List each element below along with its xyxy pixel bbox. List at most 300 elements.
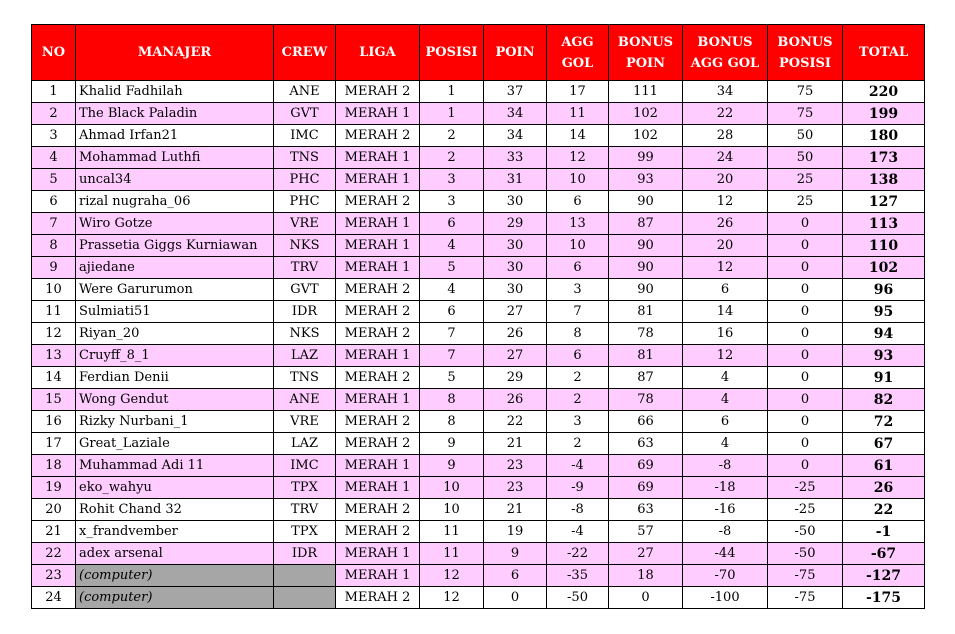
table-row xyxy=(32,169,925,191)
cell-liga: MERAH 2 xyxy=(336,521,420,543)
cell-agg-gol: -8 xyxy=(547,499,609,521)
cell-total: 91 xyxy=(843,367,925,389)
cell-bonus-poin: 102 xyxy=(609,103,683,125)
cell-total: 95 xyxy=(843,301,925,323)
header-row xyxy=(32,25,925,81)
cell-bonus-posisi: 0 xyxy=(768,367,843,389)
cell-no: 4 xyxy=(32,147,76,169)
cell-posisi: 6 xyxy=(420,213,484,235)
cell-bonus-posisi: 0 xyxy=(768,235,843,257)
cell-posisi: 1 xyxy=(420,81,484,103)
cell-poin: 21 xyxy=(484,433,547,455)
table-row xyxy=(32,345,925,367)
cell-crew: ANE xyxy=(274,389,336,411)
cell-liga: MERAH 2 xyxy=(336,191,420,213)
column-header-line: AGG GOL xyxy=(690,55,760,71)
cell-no: 1 xyxy=(32,81,76,103)
cell-manajer: x_frandvember xyxy=(76,521,274,543)
cell-bonus-agg-gol: 16 xyxy=(683,323,768,345)
cell-bonus-agg-gol: 12 xyxy=(683,257,768,279)
column-header-liga xyxy=(336,25,420,81)
table-row xyxy=(32,433,925,455)
cell-liga: MERAH 2 xyxy=(336,125,420,147)
table-row xyxy=(32,235,925,257)
cell-posisi: 10 xyxy=(420,499,484,521)
cell-bonus-posisi: 0 xyxy=(768,389,843,411)
cell-posisi: 10 xyxy=(420,477,484,499)
cell-agg-gol: 6 xyxy=(547,191,609,213)
column-header-line: MANAJER xyxy=(137,45,212,60)
cell-bonus-posisi: 0 xyxy=(768,433,843,455)
column-header-manajer xyxy=(76,25,274,81)
cell-posisi: 7 xyxy=(420,345,484,367)
cell-manajer: ajiedane xyxy=(76,257,274,279)
cell-poin: 30 xyxy=(484,191,547,213)
cell-no: 24 xyxy=(32,587,76,609)
cell-bonus-posisi: 25 xyxy=(768,191,843,213)
cell-total: 72 xyxy=(843,411,925,433)
cell-agg-gol: 2 xyxy=(547,367,609,389)
table-row xyxy=(32,257,925,279)
cell-bonus-agg-gol: 12 xyxy=(683,345,768,367)
cell-no: 8 xyxy=(32,235,76,257)
cell-posisi: 11 xyxy=(420,521,484,543)
cell-bonus-poin: 27 xyxy=(609,543,683,565)
column-header-crew xyxy=(274,25,336,81)
cell-bonus-posisi: 50 xyxy=(768,125,843,147)
cell-manajer: Wiro Gotze xyxy=(76,213,274,235)
cell-bonus-poin: 78 xyxy=(609,323,683,345)
cell-bonus-poin: 87 xyxy=(609,367,683,389)
cell-bonus-posisi: 0 xyxy=(768,257,843,279)
column-header-line: TOTAL xyxy=(858,45,909,60)
cell-bonus-poin: 90 xyxy=(609,191,683,213)
cell-manajer: Great_Laziale xyxy=(76,433,274,455)
table-row xyxy=(32,125,925,147)
cell-total: 113 xyxy=(843,213,925,235)
cell-total: 173 xyxy=(843,147,925,169)
cell-no: 6 xyxy=(32,191,76,213)
cell-no: 10 xyxy=(32,279,76,301)
cell-crew xyxy=(274,565,336,587)
cell-manajer: uncal34 xyxy=(76,169,274,191)
cell-total: 67 xyxy=(843,433,925,455)
cell-bonus-poin: 90 xyxy=(609,235,683,257)
cell-agg-gol: 17 xyxy=(547,81,609,103)
cell-posisi: 12 xyxy=(420,565,484,587)
cell-agg-gol: 7 xyxy=(547,301,609,323)
cell-total: 102 xyxy=(843,257,925,279)
table-row xyxy=(32,279,925,301)
table-row xyxy=(32,411,925,433)
cell-poin: 30 xyxy=(484,279,547,301)
cell-bonus-agg-gol: 34 xyxy=(683,81,768,103)
cell-agg-gol: 6 xyxy=(547,257,609,279)
cell-total: 110 xyxy=(843,235,925,257)
column-header-line: CREW xyxy=(281,45,328,60)
cell-poin: 29 xyxy=(484,213,547,235)
cell-crew: ANE xyxy=(274,81,336,103)
cell-agg-gol: 2 xyxy=(547,433,609,455)
cell-poin: 34 xyxy=(484,103,547,125)
column-header-line: BONUS xyxy=(777,34,833,50)
cell-bonus-agg-gol: -100 xyxy=(683,587,768,609)
cell-total: 93 xyxy=(843,345,925,367)
column-header-line: POIN xyxy=(625,55,666,71)
cell-liga: MERAH 1 xyxy=(336,235,420,257)
cell-bonus-agg-gol: -16 xyxy=(683,499,768,521)
cell-liga: MERAH 1 xyxy=(336,389,420,411)
cell-total: 138 xyxy=(843,169,925,191)
column-header-line: AGG xyxy=(561,34,594,50)
table-row xyxy=(32,323,925,345)
cell-agg-gol: -4 xyxy=(547,455,609,477)
cell-no: 11 xyxy=(32,301,76,323)
cell-liga: MERAH 2 xyxy=(336,301,420,323)
cell-total: 220 xyxy=(843,81,925,103)
cell-no: 22 xyxy=(32,543,76,565)
cell-crew: PHC xyxy=(274,169,336,191)
cell-no: 18 xyxy=(32,455,76,477)
cell-crew: NKS xyxy=(274,235,336,257)
cell-manajer: Ferdian Denii xyxy=(76,367,274,389)
cell-total: 22 xyxy=(843,499,925,521)
cell-poin: 34 xyxy=(484,125,547,147)
cell-crew: PHC xyxy=(274,191,336,213)
cell-manajer: Khalid Fadhilah xyxy=(76,81,274,103)
cell-poin: 21 xyxy=(484,499,547,521)
standings-table xyxy=(31,24,925,609)
cell-manajer: adex arsenal xyxy=(76,543,274,565)
cell-bonus-poin: 102 xyxy=(609,125,683,147)
cell-bonus-posisi: 0 xyxy=(768,455,843,477)
cell-no: 7 xyxy=(32,213,76,235)
cell-bonus-posisi: -75 xyxy=(768,565,843,587)
cell-posisi: 7 xyxy=(420,323,484,345)
cell-bonus-agg-gol: -44 xyxy=(683,543,768,565)
column-header-line: POIN xyxy=(495,45,535,60)
cell-manajer: Riyan_20 xyxy=(76,323,274,345)
table-row xyxy=(32,455,925,477)
cell-bonus-poin: 69 xyxy=(609,455,683,477)
cell-bonus-posisi: -25 xyxy=(768,499,843,521)
cell-agg-gol: 8 xyxy=(547,323,609,345)
cell-poin: 26 xyxy=(484,323,547,345)
table-row xyxy=(32,213,925,235)
cell-no: 17 xyxy=(32,433,76,455)
cell-bonus-agg-gol: 20 xyxy=(683,169,768,191)
cell-liga: MERAH 1 xyxy=(336,103,420,125)
cell-crew: TPX xyxy=(274,521,336,543)
cell-no: 12 xyxy=(32,323,76,345)
cell-agg-gol: 2 xyxy=(547,389,609,411)
table-row xyxy=(32,389,925,411)
cell-bonus-posisi: 0 xyxy=(768,345,843,367)
cell-agg-gol: 3 xyxy=(547,411,609,433)
cell-no: 13 xyxy=(32,345,76,367)
cell-crew: IMC xyxy=(274,125,336,147)
cell-bonus-posisi: 75 xyxy=(768,81,843,103)
cell-agg-gol: 12 xyxy=(547,147,609,169)
table-row xyxy=(32,587,925,609)
cell-liga: MERAH 2 xyxy=(336,587,420,609)
column-header-line: NO xyxy=(41,45,66,60)
cell-bonus-poin: 93 xyxy=(609,169,683,191)
cell-bonus-posisi: -75 xyxy=(768,587,843,609)
cell-crew: TRV xyxy=(274,257,336,279)
table-row xyxy=(32,147,925,169)
cell-manajer: eko_wahyu xyxy=(76,477,274,499)
cell-posisi: 9 xyxy=(420,455,484,477)
cell-agg-gol: -9 xyxy=(547,477,609,499)
cell-poin: 30 xyxy=(484,235,547,257)
cell-total: 94 xyxy=(843,323,925,345)
cell-crew: LAZ xyxy=(274,345,336,367)
cell-bonus-agg-gol: 14 xyxy=(683,301,768,323)
cell-manajer: Wong Gendut xyxy=(76,389,274,411)
cell-posisi: 12 xyxy=(420,587,484,609)
cell-total: 26 xyxy=(843,477,925,499)
cell-total: 127 xyxy=(843,191,925,213)
cell-bonus-posisi: -50 xyxy=(768,521,843,543)
cell-posisi: 5 xyxy=(420,257,484,279)
cell-crew: NKS xyxy=(274,323,336,345)
cell-manajer: Mohammad Luthfi xyxy=(76,147,274,169)
cell-poin: 26 xyxy=(484,389,547,411)
cell-bonus-posisi: 50 xyxy=(768,147,843,169)
table-row xyxy=(32,477,925,499)
cell-posisi: 2 xyxy=(420,147,484,169)
table-row xyxy=(32,81,925,103)
cell-no: 3 xyxy=(32,125,76,147)
cell-bonus-posisi: 0 xyxy=(768,411,843,433)
cell-total: -67 xyxy=(843,543,925,565)
cell-bonus-posisi: 0 xyxy=(768,323,843,345)
cell-bonus-agg-gol: 26 xyxy=(683,213,768,235)
cell-manajer: Rohit Chand 32 xyxy=(76,499,274,521)
cell-poin: 27 xyxy=(484,345,547,367)
column-header-poin xyxy=(484,25,547,81)
cell-no: 15 xyxy=(32,389,76,411)
column-header-line: GOL xyxy=(561,55,594,71)
column-header-line: LIGA xyxy=(359,45,396,60)
cell-crew: IDR xyxy=(274,301,336,323)
cell-posisi: 9 xyxy=(420,433,484,455)
cell-agg-gol: -35 xyxy=(547,565,609,587)
cell-manajer: Rizky Nurbani_1 xyxy=(76,411,274,433)
cell-liga: MERAH 2 xyxy=(336,81,420,103)
column-header-line: POSISI xyxy=(425,45,478,60)
cell-no: 23 xyxy=(32,565,76,587)
cell-agg-gol: 10 xyxy=(547,169,609,191)
cell-agg-gol: -22 xyxy=(547,543,609,565)
table-body xyxy=(32,81,925,609)
cell-bonus-poin: 81 xyxy=(609,345,683,367)
cell-crew: TNS xyxy=(274,147,336,169)
cell-manajer: Were Garurumon xyxy=(76,279,274,301)
cell-no: 21 xyxy=(32,521,76,543)
cell-liga: MERAH 2 xyxy=(336,433,420,455)
column-header-line: POSISI xyxy=(778,55,832,71)
cell-manajer: Prassetia Giggs Kurniawan xyxy=(76,235,274,257)
cell-liga: MERAH 2 xyxy=(336,499,420,521)
cell-crew: TNS xyxy=(274,367,336,389)
cell-bonus-poin: 66 xyxy=(609,411,683,433)
cell-crew: VRE xyxy=(274,411,336,433)
cell-no: 20 xyxy=(32,499,76,521)
cell-manajer: The Black Paladin xyxy=(76,103,274,125)
cell-poin: 6 xyxy=(484,565,547,587)
cell-poin: 29 xyxy=(484,367,547,389)
cell-total: 82 xyxy=(843,389,925,411)
cell-bonus-poin: 87 xyxy=(609,213,683,235)
cell-crew: TRV xyxy=(274,499,336,521)
cell-bonus-poin: 81 xyxy=(609,301,683,323)
cell-total: 61 xyxy=(843,455,925,477)
table-header xyxy=(32,25,925,81)
cell-bonus-agg-gol: 4 xyxy=(683,367,768,389)
cell-liga: MERAH 1 xyxy=(336,257,420,279)
cell-poin: 33 xyxy=(484,147,547,169)
cell-bonus-poin: 18 xyxy=(609,565,683,587)
cell-posisi: 11 xyxy=(420,543,484,565)
cell-manajer: Muhammad Adi 11 xyxy=(76,455,274,477)
cell-liga: MERAH 1 xyxy=(336,147,420,169)
cell-total: -1 xyxy=(843,521,925,543)
cell-total: 199 xyxy=(843,103,925,125)
cell-agg-gol: -4 xyxy=(547,521,609,543)
column-header-agg-gol xyxy=(547,25,609,81)
cell-bonus-agg-gol: 4 xyxy=(683,433,768,455)
cell-bonus-agg-gol: 22 xyxy=(683,103,768,125)
cell-bonus-posisi: 0 xyxy=(768,279,843,301)
cell-posisi: 6 xyxy=(420,301,484,323)
cell-bonus-posisi: 75 xyxy=(768,103,843,125)
cell-bonus-agg-gol: 24 xyxy=(683,147,768,169)
table-row xyxy=(32,103,925,125)
cell-bonus-poin: 63 xyxy=(609,499,683,521)
table-row xyxy=(32,543,925,565)
cell-no: 5 xyxy=(32,169,76,191)
cell-no: 16 xyxy=(32,411,76,433)
table-row xyxy=(32,499,925,521)
column-header-bonus-poin xyxy=(609,25,683,81)
cell-posisi: 5 xyxy=(420,367,484,389)
cell-poin: 23 xyxy=(484,477,547,499)
cell-bonus-agg-gol: 4 xyxy=(683,389,768,411)
cell-manajer: (computer) xyxy=(76,587,274,609)
cell-poin: 19 xyxy=(484,521,547,543)
cell-bonus-poin: 90 xyxy=(609,279,683,301)
cell-manajer: Ahmad Irfan21 xyxy=(76,125,274,147)
cell-liga: MERAH 1 xyxy=(336,345,420,367)
cell-poin: 23 xyxy=(484,455,547,477)
cell-manajer: Sulmiati51 xyxy=(76,301,274,323)
cell-posisi: 8 xyxy=(420,411,484,433)
cell-liga: MERAH 2 xyxy=(336,367,420,389)
cell-poin: 22 xyxy=(484,411,547,433)
cell-poin: 30 xyxy=(484,257,547,279)
cell-bonus-poin: 111 xyxy=(609,81,683,103)
cell-poin: 9 xyxy=(484,543,547,565)
cell-agg-gol: 6 xyxy=(547,345,609,367)
cell-bonus-poin: 63 xyxy=(609,433,683,455)
table-row xyxy=(32,521,925,543)
cell-bonus-agg-gol: 6 xyxy=(683,411,768,433)
cell-bonus-poin: 0 xyxy=(609,587,683,609)
column-header-posisi xyxy=(420,25,484,81)
column-header-bonus-agg-gol xyxy=(683,25,768,81)
cell-liga: MERAH 1 xyxy=(336,565,420,587)
cell-liga: MERAH 2 xyxy=(336,279,420,301)
cell-poin: 31 xyxy=(484,169,547,191)
cell-posisi: 1 xyxy=(420,103,484,125)
cell-no: 2 xyxy=(32,103,76,125)
cell-posisi: 2 xyxy=(420,125,484,147)
cell-posisi: 4 xyxy=(420,279,484,301)
cell-liga: MERAH 1 xyxy=(336,477,420,499)
cell-poin: 27 xyxy=(484,301,547,323)
cell-bonus-posisi: 0 xyxy=(768,213,843,235)
cell-bonus-agg-gol: 12 xyxy=(683,191,768,213)
column-header-line: BONUS xyxy=(697,34,753,50)
cell-posisi: 4 xyxy=(420,235,484,257)
cell-agg-gol: 3 xyxy=(547,279,609,301)
cell-agg-gol: 14 xyxy=(547,125,609,147)
cell-crew: LAZ xyxy=(274,433,336,455)
cell-agg-gol: -50 xyxy=(547,587,609,609)
cell-bonus-agg-gol: -70 xyxy=(683,565,768,587)
cell-bonus-poin: 99 xyxy=(609,147,683,169)
cell-liga: MERAH 1 xyxy=(336,213,420,235)
table-row xyxy=(32,367,925,389)
cell-liga: MERAH 2 xyxy=(336,323,420,345)
cell-manajer: Cruyff_8_1 xyxy=(76,345,274,367)
table-row xyxy=(32,191,925,213)
cell-bonus-agg-gol: -18 xyxy=(683,477,768,499)
table-row xyxy=(32,565,925,587)
cell-crew: TPX xyxy=(274,477,336,499)
cell-bonus-agg-gol: 28 xyxy=(683,125,768,147)
cell-crew: IDR xyxy=(274,543,336,565)
column-header-total xyxy=(843,25,925,81)
cell-bonus-poin: 69 xyxy=(609,477,683,499)
cell-manajer: (computer) xyxy=(76,565,274,587)
cell-bonus-agg-gol: -8 xyxy=(683,521,768,543)
cell-liga: MERAH 2 xyxy=(336,411,420,433)
cell-bonus-posisi: -50 xyxy=(768,543,843,565)
cell-no: 9 xyxy=(32,257,76,279)
cell-bonus-agg-gol: 20 xyxy=(683,235,768,257)
cell-poin: 37 xyxy=(484,81,547,103)
cell-total: -175 xyxy=(843,587,925,609)
cell-crew: GVT xyxy=(274,103,336,125)
cell-total: 96 xyxy=(843,279,925,301)
cell-total: -127 xyxy=(843,565,925,587)
cell-agg-gol: 11 xyxy=(547,103,609,125)
cell-crew: IMC xyxy=(274,455,336,477)
cell-crew xyxy=(274,587,336,609)
table-row xyxy=(32,301,925,323)
column-header-line: BONUS xyxy=(617,34,674,50)
cell-agg-gol: 10 xyxy=(547,235,609,257)
cell-bonus-posisi: 25 xyxy=(768,169,843,191)
cell-bonus-agg-gol: -8 xyxy=(683,455,768,477)
cell-posisi: 8 xyxy=(420,389,484,411)
cell-bonus-poin: 57 xyxy=(609,521,683,543)
cell-no: 14 xyxy=(32,367,76,389)
cell-bonus-poin: 78 xyxy=(609,389,683,411)
